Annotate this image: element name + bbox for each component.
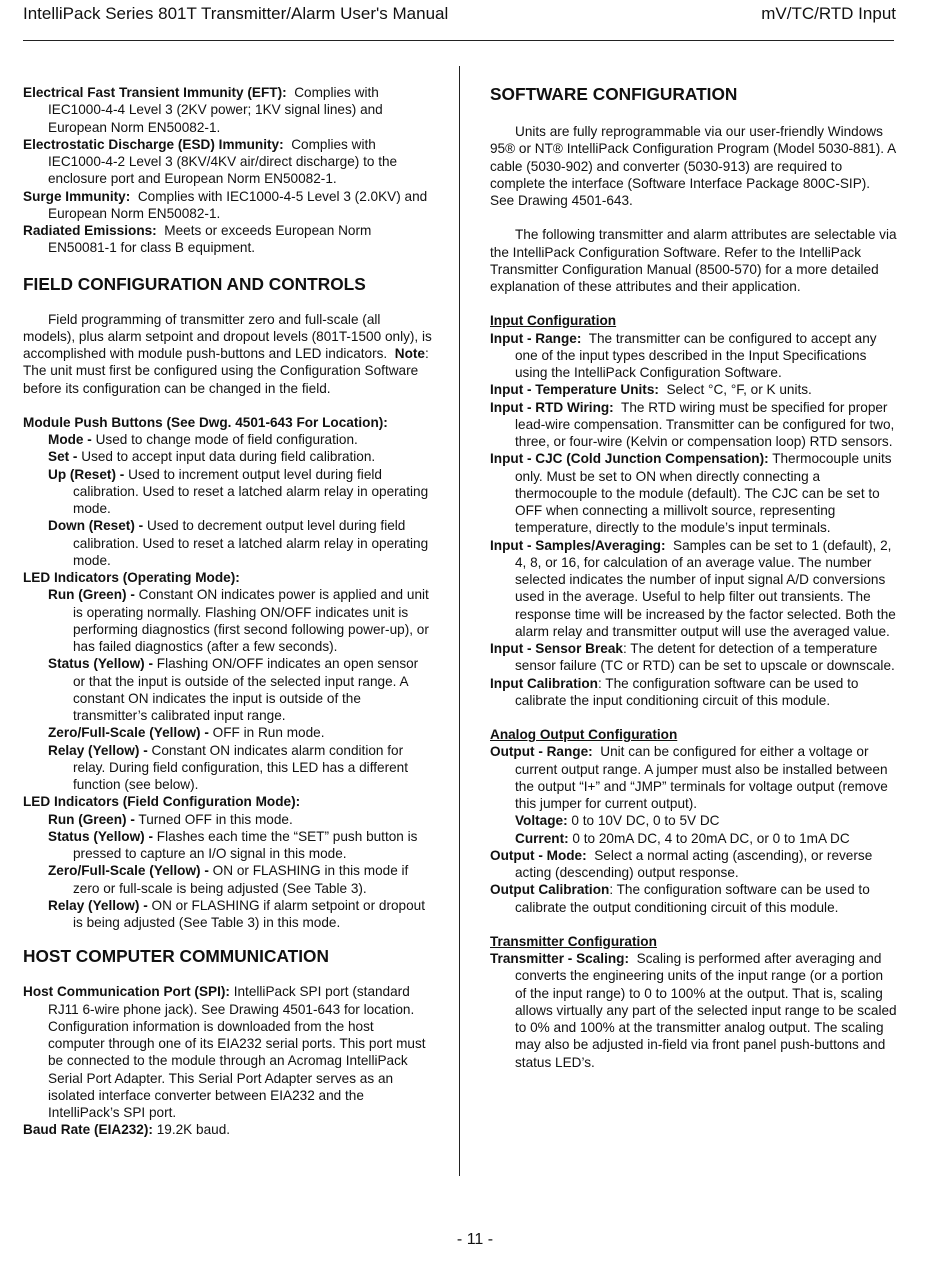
set-button-desc: Set - Used to accept input data during field calibration. [48, 449, 376, 465]
run-led-fc-desc: Run (Green) - Turned OFF in this mode. [48, 811, 293, 827]
field-config-heading: FIELD CONFIGURATION AND CONTROLS [23, 273, 366, 294]
status-led-fc-desc: Status (Yellow) - Flashes each time the “SET” push button is pressed to capture an I/O signal in this mode. [48, 828, 418, 861]
up-button-desc: Up (Reset) - Used to increment output level during field calibration. Used to reset a latched alarm relay in operating mode. [48, 466, 429, 516]
software-config-heading: SOFTWARE CONFIGURATION [490, 84, 738, 104]
zero-fullscale-led-fc-desc: Zero/Full-Scale (Yellow) - ON or FLASHING in this mode if zero or full-scale is being adjusted (See Table 3). [48, 863, 409, 896]
page-number: - 11 - [456, 1231, 494, 1248]
run-led-desc: Run (Green) - Constant ON indicates power is applied and unit is operating normally. Flashing ON/OFF indicates unit is performing diagnostics (first second following power-up), or has failed diagnostics (after a few seconds). [48, 587, 429, 654]
input-calibration-desc: Input Calibration: The configuration software can be used to calibrate the input conditioning circuit of this module. [490, 675, 859, 708]
eft-spec: Electrical Fast Transient Immunity (EFT): Complies with IEC1000-4-4 Level 3 (2KV power; 1KV signal lines) and European Norm EN50082-1. [23, 85, 383, 135]
host-comm-heading: HOST COMPUTER COMMUNICATION [23, 946, 329, 967]
manual-title: IntelliPack Series 801T Transmitter/Alarm User's Manual [23, 4, 449, 23]
voltage-ranges: Voltage: 0 to 10V DC, 0 to 5V DC [515, 813, 720, 829]
current-ranges: Current: 0 to 20mA DC, 4 to 20mA DC, or 0 to 1mA DC [515, 830, 850, 846]
left-column [23, 84, 433, 1139]
relay-led-fc-desc: Relay (Yellow) - ON or FLASHING if alarm setpoint or dropout is being adjusted (See Table 3) in this mode. [48, 897, 425, 930]
output-range-desc: Output - Range: Unit can be configured for either a voltage or current output range. A jumper must also be installed between the output “I+” and “JMP” terminals for voltage output (remove this jumper for current output). [490, 744, 888, 811]
field-config-paragraph: Field programming of transmitter zero and full-scale (all models), plus alarm setpoint and dropout levels (801T-1500 only), is accomplished with module push-buttons and LED indicators. Note: The unit must first be configured using the Configuration Software before its configuration can be changed in the field. [23, 311, 432, 396]
analog-output-heading: Analog Output Configuration [490, 727, 678, 742]
status-led-desc: Status (Yellow) - Flashing ON/OFF indicates an open sensor or that the input is outside of the selected input range. A constant ON indicates the input is outside of the transmitter’s calibrated input range. [48, 656, 419, 723]
zero-fullscale-led-desc: Zero/Full-Scale (Yellow) - OFF in Run mode. [48, 725, 325, 741]
input-rtd-wiring-desc: Input - RTD Wiring: The RTD wiring must be specified for proper lead-wire compensation. Transmitter can be configured for two, three, or four-wire (Kelvin or compensation loop) RTD sensors. [490, 399, 895, 449]
baud-rate-desc: Baud Rate (EIA232): 19.2K baud. [23, 1122, 231, 1138]
led-operating-heading: LED Indicators (Operating Mode): [23, 570, 240, 585]
section-title: mV/TC/RTD Input [761, 4, 896, 23]
mode-button-desc: Mode - Used to change mode of field configuration. [48, 432, 358, 447]
push-buttons-heading: Module Push Buttons (See Dwg. 4501-643 For Location): [23, 414, 388, 430]
software-config-paragraph-1: Units are fully reprogrammable via our user-friendly Windows 95® or NT® IntelliPack Configuration Program (Model 5030-881). A cable (5030-902) and converter (5030-913) are required to complete the interface (Software Interface Package 800C-SIP). See Drawing 4501-643. [490, 124, 896, 208]
input-config-heading: Input Configuration [490, 313, 617, 329]
esd-spec: Electrostatic Discharge (ESD) Immunity: Complies with IEC1000-4-2 Level 3 (8KV/4KV air/direct discharge) to the enclosure port and European Norm EN50082-1. [23, 136, 398, 187]
relay-led-desc: Relay (Yellow) - Constant ON indicates alarm condition for relay. During field configuration, this LED has a different function (see below). [48, 742, 408, 792]
surge-spec: Surge Immunity: Complies with IEC1000-4-5 Level 3 (2.0KV) and European Norm EN50082-1. [23, 188, 428, 221]
radiated-spec: Radiated Emissions: Meets or exceeds European Norm EN50081-1 for class B equipment. [23, 223, 372, 256]
header-rule [23, 40, 894, 41]
column-divider [459, 66, 460, 1176]
input-temp-units-desc: Input - Temperature Units: Select °C, °F, or K units. [490, 382, 812, 398]
transmitter-scaling-desc: Transmitter - Scaling: Scaling is performed after averaging and converts the engineering units of the input range (or a portion of the input range) to 0 to 100% at the output. That is, scaling allows virtually any part of the selected input range to be scaled to 0% and 100% at the transmitter analog output. The scaling may also be adjusted in-field via front panel push-buttons and status LED’s. [490, 951, 897, 1070]
software-config-paragraph-2: The following transmitter and alarm attributes are selectable via the IntelliPack Configuration Software. Refer to the IntelliPack Transmitter Configuration Manual (8500-570) for a more detailed explanation of these attributes and their application. [490, 227, 897, 294]
input-sensor-break-desc: Input - Sensor Break: The detent for detection of a temperature sensor failure (TC or RTD) can be set to upscale or downscale. [490, 641, 895, 674]
led-field-config-heading: LED Indicators (Field Configuration Mode): [23, 794, 301, 810]
down-button-desc: Down (Reset) - Used to decrement output level during field calibration. Used to reset a latched alarm relay in operating mode. [48, 518, 429, 568]
transmitter-config-heading: Transmitter Configuration [490, 933, 657, 949]
right-column [490, 84, 898, 1071]
input-samples-desc: Input - Samples/Averaging: Samples can be set to 1 (default), 2, 4, 8, or 16, for calculation of an average value. The number selected indicates the number of input signal A/D conversions used in the average. Useful to help filter out transients. The response time will be increased by the factor selected. Both the alarm relay and transmitter output will use the averaged value. [490, 537, 896, 639]
output-mode-desc: Output - Mode: Select a normal acting (ascending), or reverse acting (descending) output response. [490, 847, 873, 880]
input-cjc-desc: Input - CJC (Cold Junction Compensation): Thermocouple units only. Must be set to ON when directly connecting a thermocouple to the module (default). The CJC can be set to OFF when connecting a millivolt source, representing temperature, directly to the module’s input terminals. [490, 451, 892, 536]
host-comm-port-desc: Host Communication Port (SPI): IntelliPack SPI port (standard RJ11 6-wire phone jack). See Drawing 4501-643 for location. Configuration information is downloaded from the host computer through one of its EIA232 serial ports. This port must be connected to the module through an Acromag IntelliPack Serial Port Adapter. This Serial Port Adapter serves as an isolated interface converter between EIA232 and the IntelliPack’s SPI port. [23, 984, 426, 1120]
output-calibration-desc: Output Calibration: The configuration software can be used to calibrate the output conditioning circuit of this module. [490, 882, 870, 915]
input-range-desc: Input - Range: The transmitter can be configured to accept any one of the input types described in the Input Specifications using the IntelliPack Configuration Software. [490, 330, 877, 380]
